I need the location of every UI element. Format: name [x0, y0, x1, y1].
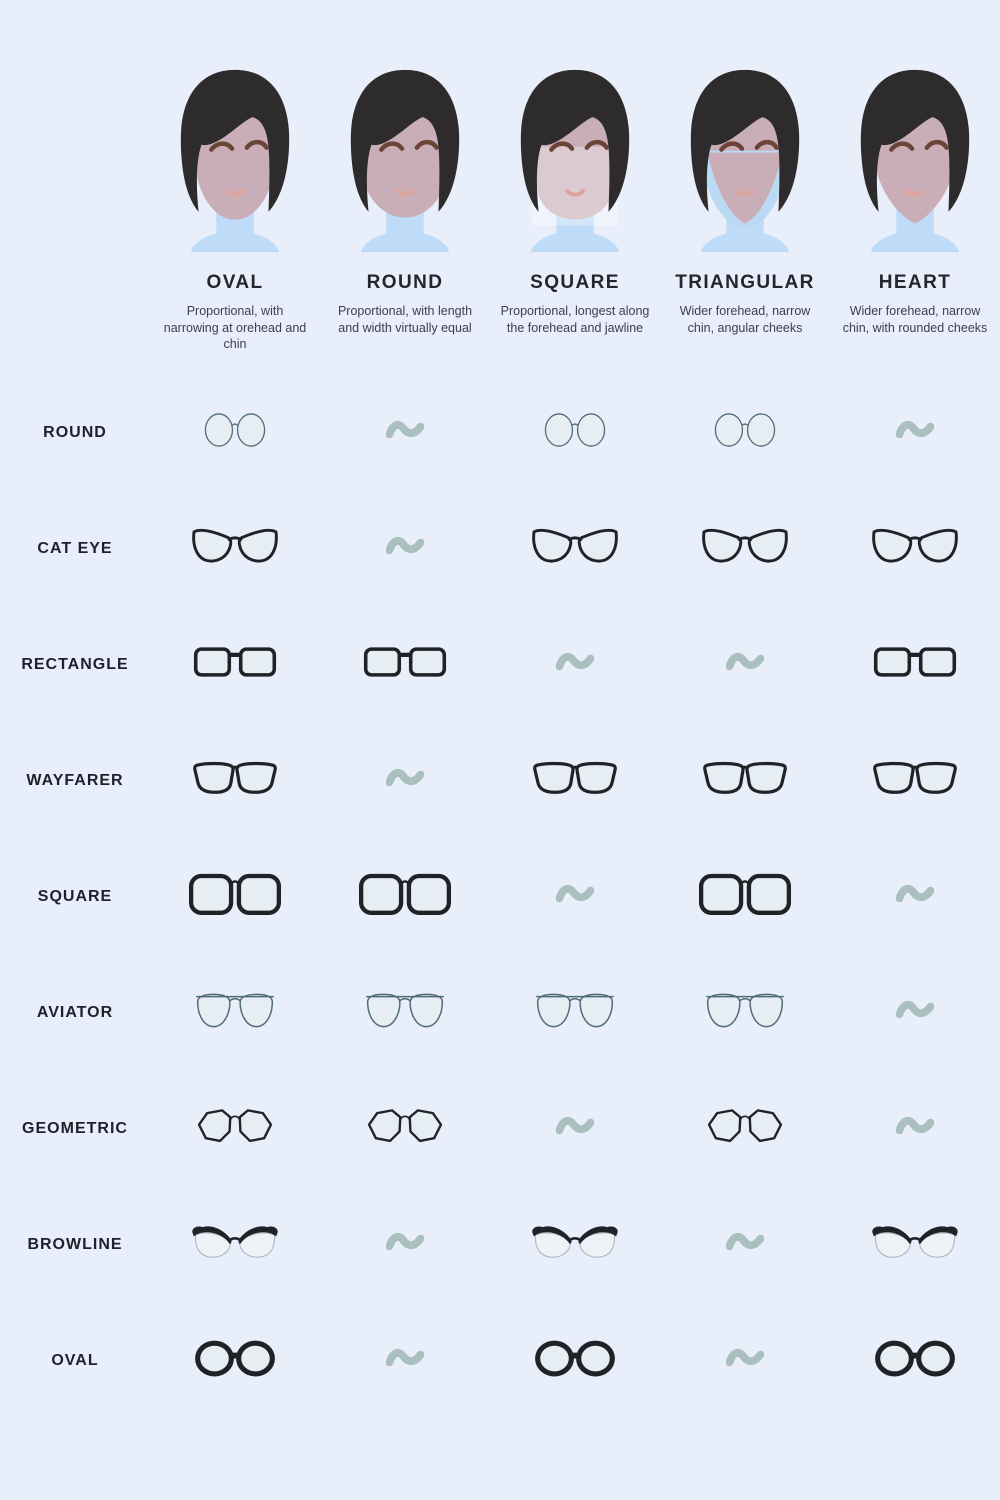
glasses-browline-icon: [191, 1222, 279, 1268]
face-shape-column-triangular: [660, 58, 830, 353]
matrix-row-rectangle: [0, 607, 1000, 723]
cell-square-round: [358, 872, 452, 921]
glasses-cat-eye-icon: [701, 526, 789, 572]
glasses-square-icon: [698, 872, 792, 921]
glasses-aviator-icon: [361, 990, 449, 1036]
face-square-illustration: [496, 58, 654, 260]
cell-aviator-triangular: [701, 990, 789, 1036]
row-label-browline: BROWLINE: [27, 1235, 123, 1253]
glasses-cat-eye-icon: [531, 526, 619, 572]
glasses-oval-icon: [531, 1338, 619, 1384]
matrix-row-cat-eye: [0, 491, 1000, 607]
cell-wayfarer-oval: [192, 758, 278, 803]
header-spacer: [0, 58, 150, 353]
face-oval-illustration: [156, 58, 314, 260]
cell-cat-eye-heart: [871, 526, 959, 572]
face-shape-label-heart: HEART: [878, 272, 952, 293]
glasses-aviator-icon: [191, 990, 279, 1036]
cell-wayfarer-triangular: [702, 758, 788, 803]
face-shape-label-round: ROUND: [366, 272, 444, 293]
cell-round-oval: [196, 412, 274, 453]
not-suitable-squiggle-icon: [896, 881, 934, 912]
glasses-rectangle-icon: [872, 642, 958, 687]
row-label-round: ROUND: [43, 423, 107, 441]
cell-geometric-heart: [896, 1113, 934, 1144]
cell-browline-heart: [871, 1222, 959, 1268]
not-suitable-squiggle-icon: [386, 1345, 424, 1376]
glasses-round-icon: [706, 412, 784, 453]
row-label-oval: OVAL: [51, 1351, 99, 1369]
cell-rectangle-heart: [872, 642, 958, 687]
glasses-browline-icon: [531, 1222, 619, 1268]
glasses-geometric-icon: [704, 1107, 786, 1150]
row-label-aviator: AVIATOR: [36, 1003, 114, 1021]
matrix-row-round: [0, 375, 1000, 491]
not-suitable-squiggle-icon: [896, 997, 934, 1028]
cell-round-triangular: [706, 412, 784, 453]
cell-oval-heart: [871, 1338, 959, 1384]
not-suitable-squiggle-icon: [726, 1345, 764, 1376]
face-shape-label-triangular: TRIANGULAR: [675, 272, 815, 293]
cell-oval-square: [531, 1338, 619, 1384]
glasses-aviator-icon: [531, 990, 619, 1036]
face-shape-column-square: [490, 58, 660, 353]
cell-round-round: [386, 417, 424, 448]
glasses-wayfarer-icon: [192, 758, 278, 803]
row-label-geometric: GEOMETRIC: [22, 1119, 128, 1137]
face-round-illustration: [326, 58, 484, 260]
face-shape-label-square: SQUARE: [530, 272, 620, 293]
glasses-cat-eye-icon: [191, 526, 279, 572]
glasses-geometric-icon: [364, 1107, 446, 1150]
cell-oval-round: [386, 1345, 424, 1376]
cell-round-square: [536, 412, 614, 453]
not-suitable-squiggle-icon: [556, 881, 594, 912]
not-suitable-squiggle-icon: [896, 417, 934, 448]
face-shapes-header: [0, 0, 1000, 353]
cell-round-heart: [896, 417, 934, 448]
compatibility-matrix: [0, 375, 1000, 1419]
cell-browline-round: [386, 1229, 424, 1260]
face-shape-label-oval: OVAL: [206, 272, 264, 293]
row-label-wayfarer: WAYFARER: [26, 771, 124, 789]
not-suitable-squiggle-icon: [726, 1229, 764, 1260]
face-shape-column-oval: [150, 58, 320, 353]
matrix-row-geometric: [0, 1071, 1000, 1187]
cell-aviator-oval: [191, 990, 279, 1036]
glasses-square-icon: [188, 872, 282, 921]
cell-square-heart: [896, 881, 934, 912]
face-shape-description-oval: Proportional, with narrowing at orehead and chin: [163, 304, 307, 351]
row-label-cat-eye: CAT EYE: [37, 539, 113, 557]
cell-rectangle-round: [362, 642, 448, 687]
cell-cat-eye-oval: [191, 526, 279, 572]
cell-geometric-square: [556, 1113, 594, 1144]
glasses-oval-icon: [871, 1338, 959, 1384]
cell-square-triangular: [698, 872, 792, 921]
matrix-row-oval: [0, 1303, 1000, 1419]
face-triangular-illustration: [666, 58, 824, 260]
glasses-wayfarer-icon: [532, 758, 618, 803]
row-label-rectangle: RECTANGLE: [21, 655, 129, 673]
glasses-square-icon: [358, 872, 452, 921]
matrix-row-square: [0, 839, 1000, 955]
glasses-wayfarer-icon: [702, 758, 788, 803]
face-shape-description-triangular: Wider forehead, narrow chin, angular cheeks: [679, 304, 811, 335]
face-shape-description-round: Proportional, with length and width virtually equal: [337, 304, 473, 335]
glasses-rectangle-icon: [362, 642, 448, 687]
cell-geometric-round: [364, 1107, 446, 1150]
glasses-geometric-icon: [194, 1107, 276, 1150]
cell-square-square: [556, 881, 594, 912]
face-shape-column-heart: [830, 58, 1000, 353]
cell-wayfarer-round: [386, 765, 424, 796]
not-suitable-squiggle-icon: [556, 1113, 594, 1144]
face-shape-column-round: [320, 58, 490, 353]
cell-cat-eye-round: [386, 533, 424, 564]
face-shape-description-heart: Wider forehead, narrow chin, with rounded cheeks: [842, 304, 988, 335]
glasses-wayfarer-icon: [872, 758, 958, 803]
not-suitable-squiggle-icon: [386, 1229, 424, 1260]
cell-oval-triangular: [726, 1345, 764, 1376]
cell-aviator-square: [531, 990, 619, 1036]
not-suitable-squiggle-icon: [386, 533, 424, 564]
cell-aviator-round: [361, 990, 449, 1036]
cell-browline-oval: [191, 1222, 279, 1268]
cell-geometric-oval: [194, 1107, 276, 1150]
cell-oval-oval: [191, 1338, 279, 1384]
cell-aviator-heart: [896, 997, 934, 1028]
glasses-browline-icon: [871, 1222, 959, 1268]
cell-rectangle-oval: [192, 642, 278, 687]
not-suitable-squiggle-icon: [896, 1113, 934, 1144]
face-heart-illustration: [836, 58, 994, 260]
cell-rectangle-triangular: [726, 649, 764, 680]
not-suitable-squiggle-icon: [386, 765, 424, 796]
cell-square-oval: [188, 872, 282, 921]
matrix-row-aviator: [0, 955, 1000, 1071]
glasses-oval-icon: [191, 1338, 279, 1384]
row-label-square: SQUARE: [37, 887, 113, 905]
not-suitable-squiggle-icon: [726, 649, 764, 680]
not-suitable-squiggle-icon: [556, 649, 594, 680]
glasses-cat-eye-icon: [871, 526, 959, 572]
cell-cat-eye-square: [531, 526, 619, 572]
cell-cat-eye-triangular: [701, 526, 789, 572]
glasses-round-icon: [196, 412, 274, 453]
glasses-aviator-icon: [701, 990, 789, 1036]
matrix-row-wayfarer: [0, 723, 1000, 839]
cell-wayfarer-heart: [872, 758, 958, 803]
not-suitable-squiggle-icon: [386, 417, 424, 448]
glasses-round-icon: [536, 412, 614, 453]
cell-rectangle-square: [556, 649, 594, 680]
cell-browline-square: [531, 1222, 619, 1268]
matrix-row-browline: [0, 1187, 1000, 1303]
cell-wayfarer-square: [532, 758, 618, 803]
cell-geometric-triangular: [704, 1107, 786, 1150]
glasses-rectangle-icon: [192, 642, 278, 687]
face-shape-description-square: Proportional, longest along the forehead and jawline: [500, 304, 650, 335]
cell-browline-triangular: [726, 1229, 764, 1260]
